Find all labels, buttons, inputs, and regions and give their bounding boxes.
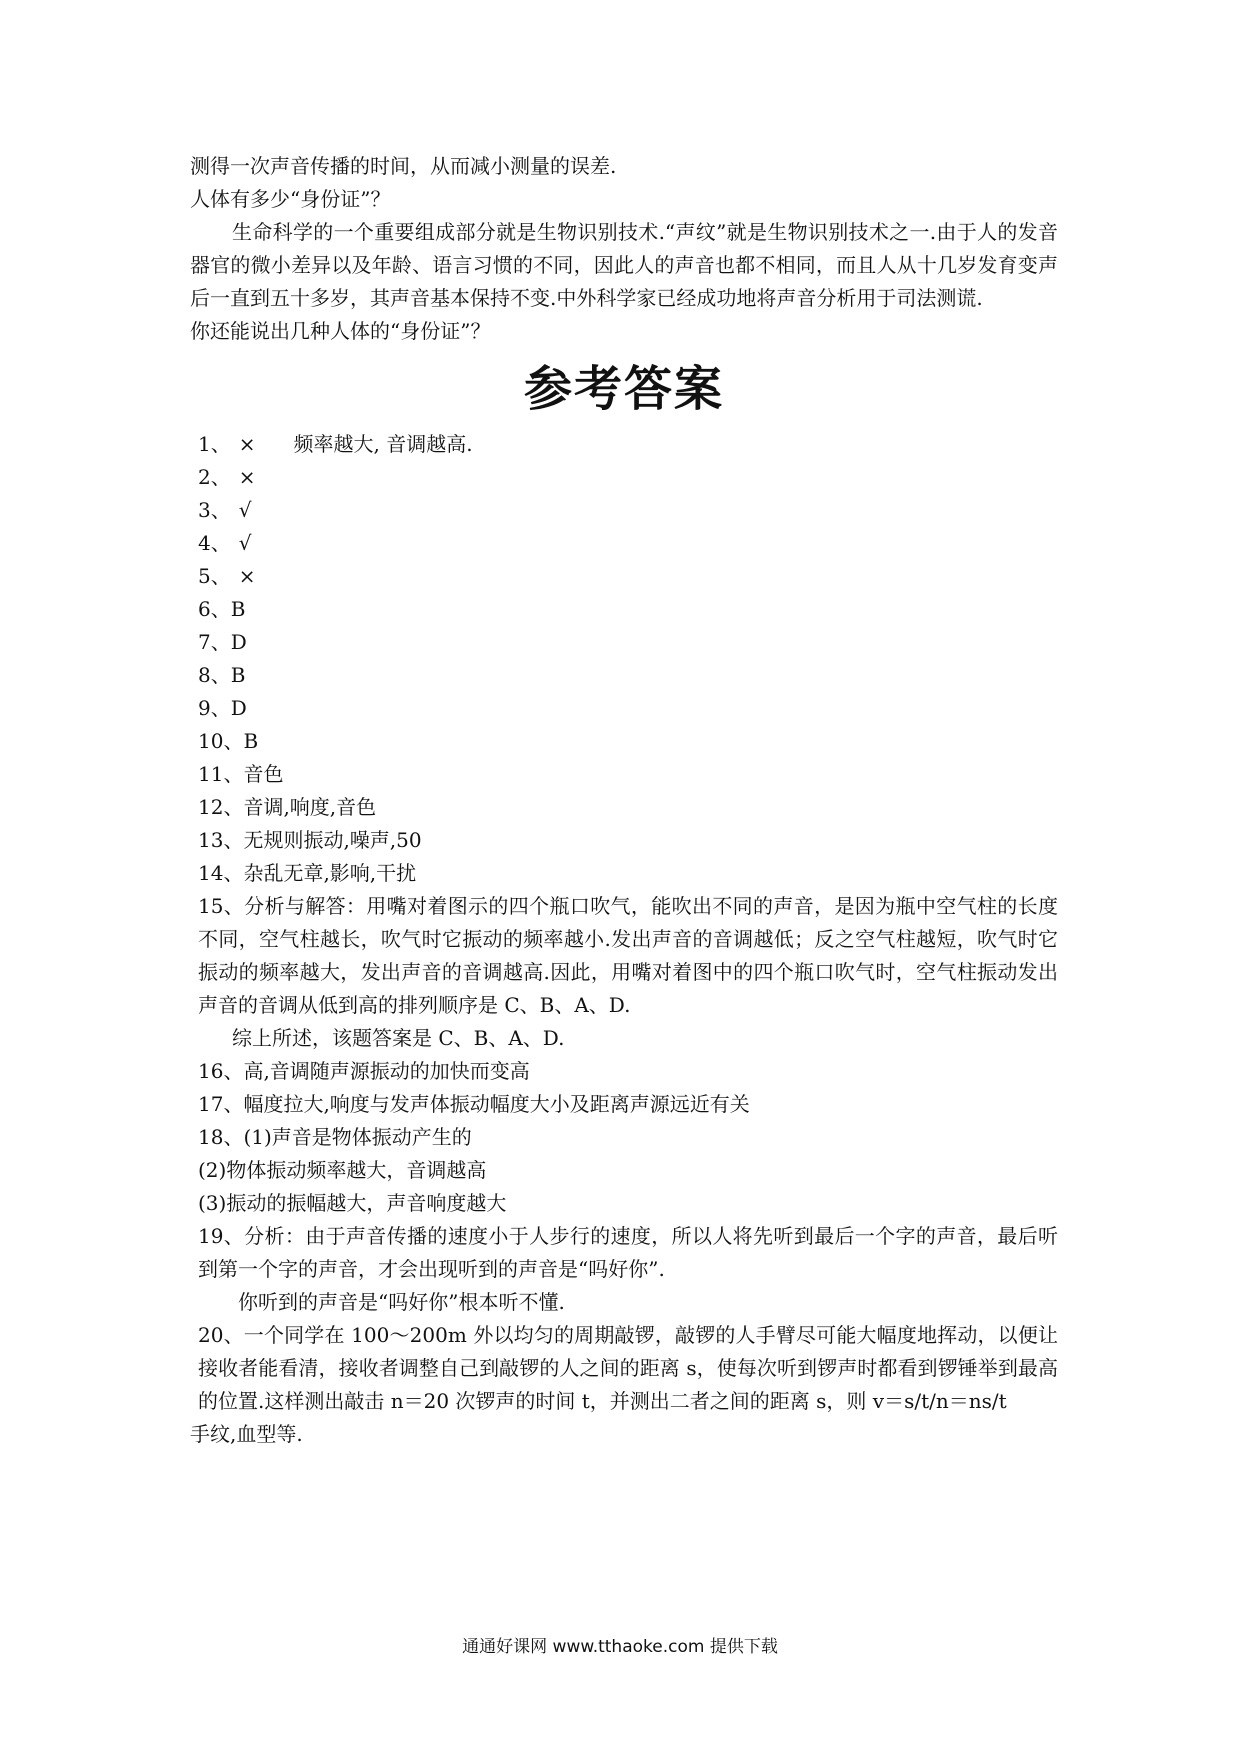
answer-value: 音调,响度,音色: [243, 795, 377, 819]
answer-number: 2、: [198, 465, 231, 489]
answer-18-line-1: 18、(1)声音是物体振动产生的: [198, 1125, 472, 1149]
answers-title: 参考答案: [523, 361, 724, 417]
answer-value: 音色: [243, 762, 284, 786]
answer-number: 11、: [198, 762, 244, 786]
answer-number: 3、: [198, 498, 231, 522]
answer-number: 13、: [198, 828, 244, 852]
document-content: [190, 150, 1058, 1451]
answer-16: 16、高,音调随声源振动的加快而变高: [198, 1059, 530, 1083]
answer-number: 7、: [198, 630, 231, 654]
intro-paragraph: 生命科学的一个重要组成部分就是生物识别技术.“声纹”就是生物识别技术之一.由于人的发音器官的微小差异以及年龄、语言习惯的不同，因此人的声音也都不相同，而且人从十几岁发育变声后一直到五十多岁，其声音基本保持不变.中外科学家已经成功地将声音分析用于司法测谎.: [190, 220, 1058, 310]
answer-value: 杂乱无章,影响,干扰: [243, 861, 417, 885]
answer-item-8: [190, 659, 1058, 692]
answer-item-10: [190, 725, 1058, 758]
answer-value: B: [230, 597, 246, 621]
answer-15-summary: 综上所述，该题答案是 C、B、A、D.: [232, 1026, 565, 1050]
answer-value: ×: [238, 432, 256, 456]
answer-number: 8、: [198, 663, 231, 687]
answer-item-1: [190, 428, 1058, 461]
answer-item-9: [190, 692, 1058, 725]
intro-line: 测得一次声音传播的时间，从而减小测量的误差.: [190, 154, 617, 178]
answer-number: 1、: [198, 432, 231, 456]
answer-item-7: [190, 626, 1058, 659]
answer-20-text: 20、一个同学在 100～200m 外以均匀的周期敲锣，敲锣的人手臂尽可能大幅度地挥动，以便让接收者能看清，接收者调整自己到敲锣的人之间的距离 s，使每次听到锣声时都看到锣锤举到最高的位置.这样测出敲击 n＝20 次锣声的时间 t，并测出二者之间的距离 s，则 v＝s/t/n＝ns/t: [198, 1323, 1058, 1413]
answer-value: D: [230, 696, 247, 720]
answer-15-text: 15、分析与解答：用嘴对着图示的四个瓶口吹气，能吹出不同的声音，是因为瓶中空气柱的长度不同，空气柱越长，吹气时它振动的频率越小.发出声音的音调越低；反之空气柱越短，吹气时它振动的频率越大，发出声音的音调越高.因此，用嘴对着图中的四个瓶口吹气时，空气柱振动发出声音的音调从低到高的排列顺序是 C、B、A、D.: [198, 894, 1058, 1017]
answer-value: √: [238, 531, 252, 555]
answers-16-18: [190, 1055, 1058, 1220]
answer-17: 17、幅度拉大,响度与发声体振动幅度大小及距离声源远近有关: [198, 1092, 750, 1116]
answer-item-5: [190, 560, 1058, 593]
answer-note: 频率越大, 音调越高.: [293, 432, 473, 456]
answer-19-summary: 你听到的声音是“吗好你”根本听不懂.: [238, 1290, 565, 1314]
answer-number: 4、: [198, 531, 231, 555]
answer-number: 5、: [198, 564, 231, 588]
answer-value: B: [243, 729, 259, 753]
answer-number: 12、: [198, 795, 244, 819]
intro-question-2: 你还能说出几种人体的“身份证”？: [190, 319, 491, 343]
final-answer: 手纹,血型等.: [190, 1422, 303, 1446]
answer-value: D: [230, 630, 247, 654]
answer-number: 9、: [198, 696, 231, 720]
short-answer-list: [190, 428, 1058, 890]
answer-item-11: [190, 758, 1058, 791]
answer-value: B: [230, 663, 246, 687]
answer-item-6: [190, 593, 1058, 626]
page-footer: 通通好课网 www.tthaoke.com 提供下载: [462, 1637, 778, 1657]
answer-value: ×: [238, 564, 256, 588]
answer-number: 10、: [198, 729, 244, 753]
answer-item-14: [190, 857, 1058, 890]
answer-item-13: [190, 824, 1058, 857]
answer-value: ×: [238, 465, 256, 489]
answer-item-12: [190, 791, 1058, 824]
answer-number: 6、: [198, 597, 231, 621]
answer-item-2: [190, 461, 1058, 494]
answer-number: 14、: [198, 861, 244, 885]
answer-value: √: [238, 498, 252, 522]
intro-question-1: 人体有多少“身份证”？: [190, 187, 391, 211]
answer-item-3: [190, 494, 1058, 527]
answer-19-text: 19、分析：由于声音传播的速度小于人步行的速度，所以人将先听到最后一个字的声音，最后听到第一个字的声音，才会出现听到的声音是“吗好你”.: [198, 1224, 1058, 1281]
answer-item-4: [190, 527, 1058, 560]
answer-18-line-2: (2)物体振动频率越大，音调越高: [198, 1158, 487, 1182]
answer-value: 无规则振动,噪声,50: [243, 828, 422, 852]
answer-18-line-3: (3)振动的振幅越大，声音响度越大: [198, 1191, 507, 1215]
